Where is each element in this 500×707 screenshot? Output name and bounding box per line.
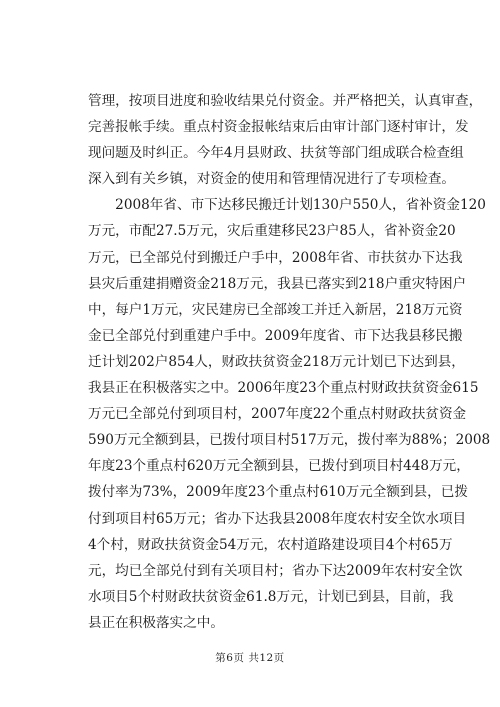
text-line: 县正在积极落实之中。 — [88, 614, 224, 631]
text-line: 管理，按项目进度和验收结果兑付资金。并严格把关，认真审查， — [88, 93, 483, 109]
text-line: 万元，市配27.5万元，灾后重建移民23户85人，省补资金20 — [88, 223, 456, 240]
text-line: 2008年省、市下达移民搬迁计划130户550人，省补资金120 — [88, 197, 486, 214]
text-line: 中，每户1万元，灾民建房已全部竣工并迁入新居，218万元资 — [88, 301, 463, 318]
text-line: 现问题及时纠正。今年4月县财政、扶贫等部门组成联合检查组 — [88, 145, 464, 162]
text-line: 我县正在积极落实之中。2006年度23个重点村财政扶贫资金615 — [88, 380, 479, 397]
text-line: 水项目5个村财政扶贫资金61.8万元，计划已到县，目前，我 — [88, 588, 454, 605]
text-line: 县灾后重建捐赠资金218万元，我县已落实到218户重灾特困户 — [88, 275, 467, 292]
text-line: 深入到有关乡镇，对资金的使用和管理情况进行了专项检查。 — [88, 171, 456, 188]
text-line: 4个村，财政扶贫资金54万元，农村道路建设项目4个村65万 — [88, 536, 453, 553]
text-line: 年度23个重点村620万元全额到县，已拨付到项目村448万元， — [88, 458, 470, 475]
page-footer: 第6页 共12页 — [215, 652, 285, 664]
text-line: 拨付率为73%，2009年度23个重点村610万元全额到县，已拨 — [88, 484, 468, 501]
text-line: 元，均已全部兑付到有关项目村；省办下达2009年农村安全饮 — [88, 562, 463, 579]
text-line: 付到项目村65万元；省办下达我县2008年度农村安全饮水项目 — [88, 510, 467, 527]
text-line: 金已全部兑付到重建户手中。2009年度省、市下达我县移民搬 — [88, 327, 463, 344]
text-line: 万元已全部兑付到项目村，2007年度22个重点村财政扶贫资金 — [88, 406, 467, 423]
text-line: 完善报帐手续。重点村资金报帐结束后由审计部门逐村审计，发 — [88, 119, 469, 136]
text-line: 迁计划202户854人，财政扶贫资金218万元计划已下达到县， — [88, 353, 465, 370]
body-text — [88, 88, 491, 636]
text-line: 590万元全额到县，已拨付项目村517万元，拨付率为88%；2008 — [88, 432, 491, 449]
text-line: 万元，已全部兑付到搬迁户手中，2008年省、市扶贫办下达我 — [88, 249, 463, 266]
